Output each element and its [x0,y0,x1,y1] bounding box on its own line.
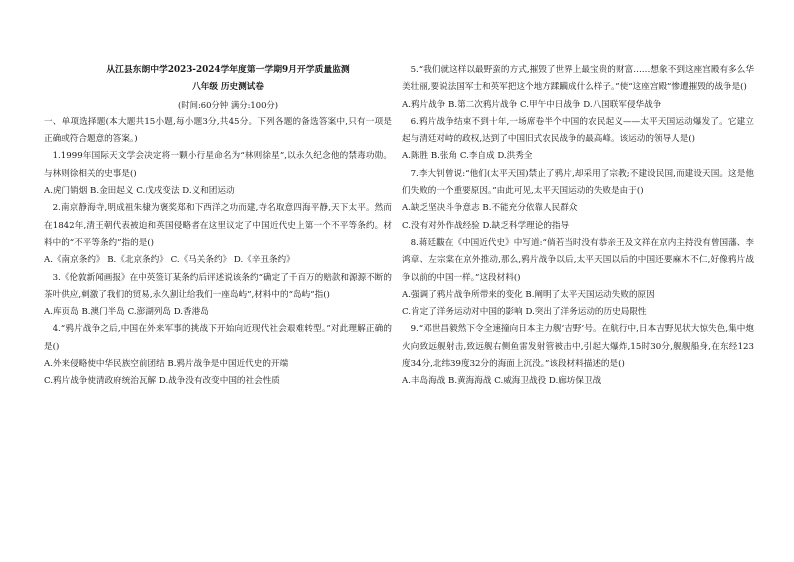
question-8 [402,235,754,321]
question-stem: 6.鸦片战争结束不到十年,一场席卷半个中国的农民起义——太平天国运动爆发了。它建立起与清廷对峙的政权,达到了中国旧式农民战争的最高峰。该运动的领导人是() [402,116,754,145]
question-6 [402,114,754,166]
exam-subtitle: 八年级 历史测试卷 [192,82,264,93]
section-instructions: 一、单项选择题(本大题共15小题,每小题3分,共45分。下列各题的备选答案中,只有一项是正确或符合题意的答案。) [44,116,392,145]
question-4 [44,321,392,390]
question-options: A.库页岛 B.澳门半岛 C.澎湖列岛 D.香港岛 [44,307,209,318]
question-options: A.外来侵略使中华民族空前团结 B.鸦片战争是中国近代史的开端 [44,359,289,370]
question-options: A.陈胜 B.张角 C.李自成 D.洪秀全 [402,151,533,162]
left-column [44,62,392,391]
question-3 [44,270,392,322]
right-column [402,62,754,391]
question-stem: 1.1999年国际天文学会决定将一颗小行星命名为“林则徐星”,以永久纪念他的禁毒功勋。与林则徐相关的史事是() [44,151,392,179]
question-9 [402,321,754,390]
question-stem: 2.南京静海寺,明成祖朱棣为褒奖郑和下西洋之功而建,寺名取意四海平静,天下太平。然而在1842年,清王朝代表被迫和英国侵略者在这里议定了中国近代史上第一个不平等条约。材料中的“不平等条约”指的是() [44,203,392,248]
question-options: A.强调了鸦片战争所带来的变化 B.阐明了太平天国运动失败的原因 [402,289,655,300]
question-stem: 3.《伦敦新闻画报》在中英签订某条约后评述说该条约“确定了千百万的赔款和源源不断的茶叶供应,刺激了我们的贸易,永久割让给我们一座岛屿”,材料中的“岛屿”指() [44,272,392,300]
question-stem: 4.“鸦片战争之后,中国在外来军事的挑战下开始向近现代社会艰难转型。”对此理解正确的是() [44,324,392,352]
question-options: A.鸦片战争 B.第二次鸦片战争 C.甲午中日战争 D.八国联军侵华战争 [402,99,662,110]
question-options: A.《南京条约》 B.《北京条约》 C.《马关条约》 D.《辛丑条约》 [44,255,295,266]
question-stem: 5.“我们就这样以最野蛮的方式,摧毁了世界上最宝贵的财富……想象不到这座宫殿有多么华美壮丽,要说法国军士和英军把这个地方蹂躏成什么样子。”使“这座宫殿”惨遭摧毁的战争是() [402,65,754,93]
question-7 [402,166,754,235]
question-options: C.没有对外作战经验 D.缺乏科学理论的指导 [402,220,570,231]
question-2 [44,200,392,269]
exam-title: 从江县东朗中学2023-2024学年度第一学期9月开学质量监测 [106,65,350,75]
question-options: A.虎门销烟 B.金田起义 C.戊戌变法 D.义和团运动 [44,186,235,197]
question-options: A.缺乏坚决斗争意志 B.不能充分依靠人民群众 [402,203,578,214]
question-options: C.鸦片战争使清政府统治瓦解 D.战争没有改变中国的社会性质 [44,376,280,387]
question-1 [44,148,392,200]
question-stem: 7.李大钊曾说:“他们(太平天国)禁止了鸦片,却采用了宗教;不建设民国,而建设天国。这是他们失败的一个重要原因。”由此可见,太平天国运动的失败是由于() [402,168,754,197]
question-options: C.肯定了洋务运动对中国的影响 D.突出了洋务运动的历史局限性 [402,307,647,318]
question-stem: 9.“邓世昌毅然下令全速撞向日本主力舰‘吉野’号。在航行中,日本吉野见状大惊失色,集中炮火向致远舰射击,致远舰右侧鱼雷发射管被击中,引起大爆炸,15时30分,舰舰船身,在东经123度34分,北纬39度32分的海面上沉没。”该段材料描述的是() [402,324,754,370]
question-options: A.丰岛海战 B.黄海海战 C.威海卫战役 D.廊坊保卫战 [402,376,602,387]
question-5 [402,62,754,114]
question-stem: 8.蒋廷黻在《中国近代史》中写道:“倘若当时没有恭亲王及文祥在京内主持没有曾国藩、李鸿章、左宗棠在京外推动,那么,鸦片战争以后,太平天国以后的中国还要麻木不仁,好像鸦片战争以前的中国一样。”这段材料() [402,237,754,283]
exam-meta: (时间:60分钟 满分:100分) [177,99,279,110]
